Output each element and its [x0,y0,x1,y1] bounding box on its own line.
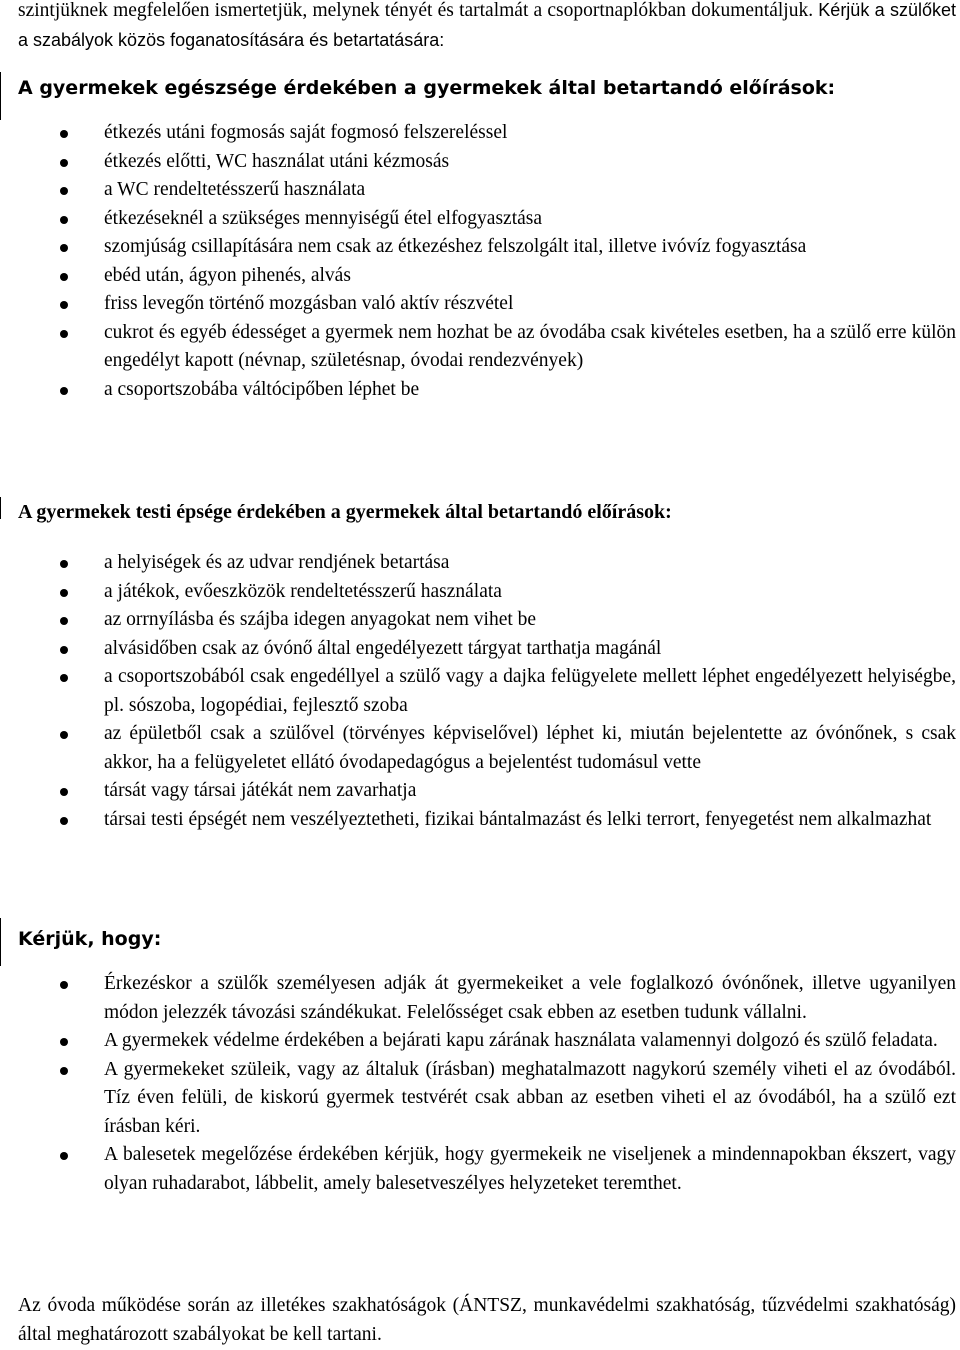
section-marker [0,72,1,120]
request-heading: Kérjük, hogy: [18,928,162,950]
intro-line-2: Kérjük a szülőket a szabályok közös foganatosítására és betartatására: [18,0,956,50]
list-item: társát vagy társai játékát nem zavarhatja [104,777,956,806]
list-item: a játékok, evőeszközök rendeltetésszerű használata [104,578,956,607]
list-item: a WC rendeltetésszerű használata [104,176,956,205]
list-item: étkezés utáni fogmosás saját fogmosó felszereléssel [104,119,956,148]
list-item: alvásidőben csak az óvónő által engedélyezett tárgyat tarthatja magánál [104,635,956,664]
safety-rules-list [104,549,956,834]
list-item: a csoportszobából csak engedéllyel a szülő vagy a dajka felügyelete mellett léphet engedélyezett helyiségbe, pl. sószoba, logopédiai, fejlesztő szoba [104,663,956,720]
health-rules-heading: A gyermekek egészsége érdekében a gyermekek által betartandó előírások: [18,77,836,99]
list-item: az orrnyílásba és szájba idegen anyagokat nem vihet be [104,606,956,635]
list-item: társai testi épségét nem veszélyeztetheti, fizikai bántalmazást és lelki terrort, fenyegetést nem alkalmazhat [104,806,956,835]
health-rules-list [104,119,956,404]
list-item: friss levegőn történő mozgásban való aktív részvétel [104,290,956,319]
list-item: a helyiségek és az udvar rendjének betartása [104,549,956,578]
section-marker [0,497,1,519]
list-item: szomjúság csillapítására nem csak az étkezéshez felszolgált ital, illetve ivóvíz fogyasztása [104,233,956,262]
list-item: A balesetek megelőzése érdekében kérjük, hogy gyermekeik ne viseljenek a mindennapokban ékszert, vagy olyan ruhadarabot, lábbelit, amely balesetveszélyes helyzeteket teremthet. [104,1141,956,1198]
safety-rules-heading: A gyermekek testi épsége érdekében a gyermekek által betartandó előírások: [18,501,672,523]
section-marker [0,918,1,966]
list-item: étkezéseknél a szükséges mennyiségű étel elfogyasztása [104,205,956,234]
closing-paragraph: Az óvoda működése során az illetékes szakhatóságok (ÁNTSZ, munkavédelmi szakhatóság, tűzvédelmi szakhatóság) által meghatározott szabályokat be kell tartani. [18,1295,956,1345]
intro-line-1: szintjüknek megfelelően ismertetjük, melynek tényét és tartalmát a csoportnaplókban dokumentáljuk. [18,0,814,21]
list-item: A gyermekek védelme érdekében a bejárati kapu zárának használata valamennyi dolgozó és szülő feladata. [104,1027,956,1056]
list-item: a csoportszobába váltócipőben léphet be [104,376,956,405]
list-item: A gyermekeket szüleik, vagy az általuk (írásban) meghatalmazott nagykorú személy viheti el az óvodából. Tíz éven felüli, de kiskorú gyermek testvérét csak abban az esetben viheti el az óvodából, ha a szülő ezt írásban kéri. [104,1056,956,1142]
list-item: étkezés előtti, WC használat utáni kézmosás [104,148,956,177]
list-item: Érkezéskor a szülők személyesen adják át gyermekeiket a vele foglalkozó óvónőnek, illetve ugyanilyen módon jelezzék távozási szándékukat. Felelősséget csak ebben az esetben tudunk vállalni. [104,970,956,1027]
list-item: cukrot és egyéb édességet a gyermek nem hozhat be az óvodába csak kivételes esetben, ha a szülő erre külön engedélyt kapott (névnap, születésnap, óvodai rendezvények) [104,319,956,376]
request-list [104,970,956,1198]
list-item: az épületből csak a szülővel (törvényes képviselővel) léphet ki, miután bejelentette az óvónőnek, s csak akkor, ha a felügyeletet ellátó óvodapedagógus a bejelentést tudomásul vette [104,720,956,777]
list-item: ebéd után, ágyon pihenés, alvás [104,262,956,291]
intro-paragraph [18,0,956,55]
